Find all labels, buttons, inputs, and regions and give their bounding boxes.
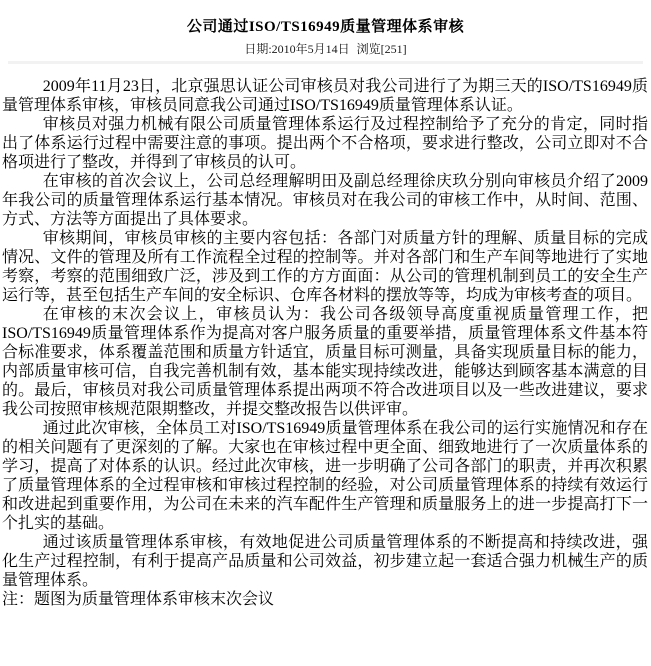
article-paragraph: 审核员对强力机械有限公司质量管理体系运行及过程控制给予了充分的肯定，同时指出了体系运行过程中需要注意的事项。提出两个不合格项，要求进行整改，公司立即对不合格项进行了整改，并得到了审核员的认可。 [2, 116, 648, 171]
page-title: 公司通过ISO/TS16949质量管理体系审核 [186, 19, 465, 35]
article-paragraph: 在审核的首次会议上，公司总经理解明田及副总经理徐庆玖分别向审核员介绍了2009年我公司的质量管理体系运行基本情况。审核员对在我公司的审核工作中，从时间、范围、方式、方法等方面提出了具体要求。 [2, 173, 648, 228]
article-paragraph: 通过此次审核，全体员工对ISO/TS16949质量管理体系在我公司的运行实施情况和存在的相关问题有了更深刻的了解。大家也在审核过程中更全面、细致地进行了一次质量体系的学习，提高了对体系的认识。经过此次审核，进一步明确了公司各部门的职责，并再次积累了质量管理体系的全过程审核和审核过程控制的经验，对公司质量管理体系的持续有效运行和改进起到重要作用，为公司在未来的汽车配件生产管理和质量服务上的进一步提高打下一个扎实的基础。 [2, 420, 648, 532]
article-view-count: 浏览[251] [356, 42, 407, 56]
article-paragraph: 审核期间，审核员审核的主要内容包括：各部门对质量方针的理解、质量目标的完成情况、文件的管理及所有工作流程全过程的控制等。并对各部门和生产车间等地进行了实地考察，考察的范围细致广泛，涉及到工作的方方面面：从公司的管理机制到员工的安全生产运行等，甚至包括生产车间的安全标识、仓库各材料的摆放等等，均成为审核考查的项目。 [2, 230, 648, 304]
article-date: 日期:2010年5月14日 [244, 42, 350, 56]
header-divider [8, 61, 643, 64]
article-body [2, 77, 648, 609]
article-meta [0, 43, 651, 56]
article-paragraph: 通过该质量管理体系审核，有效地促进公司质量管理体系的不断提高和持续改进，强化生产过程控制，有利于提高产品质量和公司效益，初步建立起一套适合强力机械生产的质量管理体系。 [2, 534, 648, 589]
article-note: 注：题图为质量管理体系审核末次会议 [2, 591, 275, 608]
article-paragraph: 2009年11月23日，北京强思认证公司审核员对我公司进行了为期三天的ISO/TS16949质量管理体系审核，审核员同意我公司通过ISO/TS16949质量管理体系认证。 [2, 78, 648, 114]
article-paragraph: 在审核的末次会议上，审核员认为：我公司各级领导高度重视质量管理工作，把ISO/TS16949质量管理体系作为提高对客户服务质量的重要举措，质量管理体系文件基本符合标准要求，体系覆盖范围和质量方针适宜，质量目标可测量，具备实现质量目标的能力，内部质量审核可信，自我完善机制有效，基本能实现持续改进，能够达到顾客基本满意的目的。最后，审核员对我公司质量管理体系提出两项不符合改进项目以及一些改进建议，要求我公司按照审核规范限期整改，并提交整改报告以供评审。 [2, 306, 648, 418]
